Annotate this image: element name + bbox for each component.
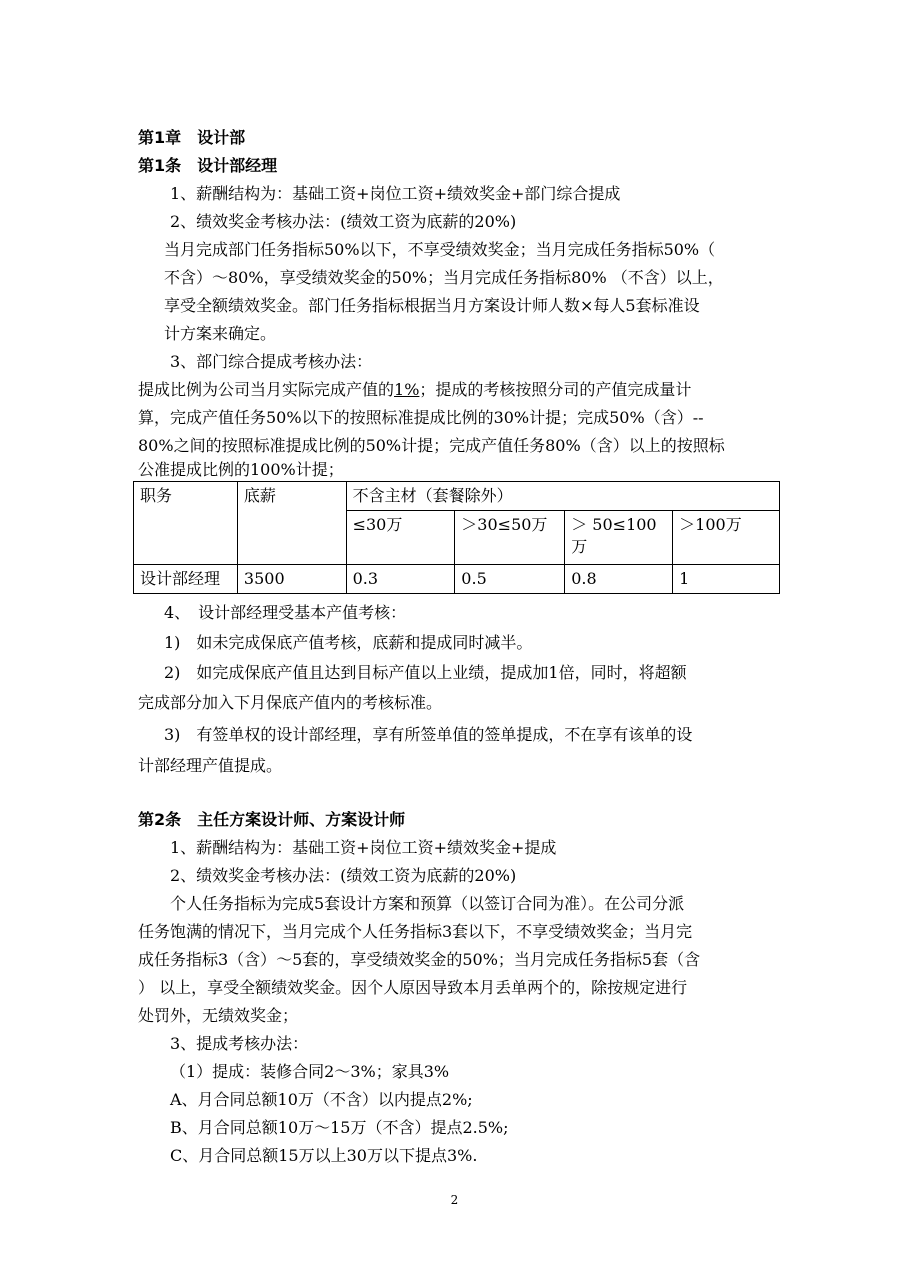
article1-commission-line: 80%之间的按照标准提成比例的50%计提；完成产值任务80%（含）以上的按照标 bbox=[138, 436, 725, 455]
commission-line1-post: ；提成的考核按照分司的产值完成量计 bbox=[419, 380, 692, 399]
article1-sub3-line: 计部经理产值提成。 bbox=[138, 756, 283, 775]
article1-salary-structure: 1、薪酬结构为：基础工资+岗位工资+绩效奖金+部门综合提成 bbox=[170, 184, 621, 203]
article1-bonus-line: 计方案来确定。 bbox=[164, 324, 277, 343]
article2-title: 第2条 主任方案设计师、方案设计师 bbox=[138, 810, 406, 829]
article1-bonus-line: 不含）～80%，享受绩效奖金的50%；当月完成任务指标80% （不含）以上， bbox=[164, 268, 724, 287]
article2-salary-structure: 1、薪酬结构为：基础工资+岗位工资+绩效奖金+提成 bbox=[170, 838, 557, 857]
page-number: 2 bbox=[450, 1193, 459, 1207]
table-row-value: 0.8 bbox=[565, 565, 673, 594]
commission-line1-pre: 提成比例为公司当月实际完成产值的 bbox=[138, 380, 395, 399]
tier-text: ＞ 50≤100 bbox=[571, 515, 657, 534]
article1-commission-line: 公准提成比例的100%计提； bbox=[138, 460, 344, 479]
article1-bonus-line: 当月完成部门任务指标50%以下，不享受绩效奖金；当月完成任务指标50%（ bbox=[164, 240, 716, 259]
article2-commission-item: C、月合同总额15万以上30万以下提点3%. bbox=[170, 1146, 478, 1165]
table-header-base: 底薪 bbox=[237, 482, 346, 565]
article2-commission-item: （1）提成：装修合同2～3%；家具3% bbox=[170, 1062, 450, 1081]
commission-rate: 1% bbox=[394, 380, 420, 399]
table-row-base: 3500 bbox=[237, 565, 346, 594]
article2-bonus-line: 成任务指标3（含）～5套的，享受绩效奖金的50%；当月完成任务指标5套（含 bbox=[138, 950, 701, 969]
table-tier bbox=[565, 511, 673, 565]
article2-bonus-method: 2、绩效奖金考核办法：(绩效工资为底薪的20%) bbox=[170, 866, 517, 885]
table-row-value: 1 bbox=[673, 565, 780, 594]
article2-commission-item: B、月合同总额10万～15万（不含）提点2.5%; bbox=[170, 1118, 509, 1137]
article1-commission-line: 算，完成产值任务50%以下的按照标准提成比例的30%计提；完成50%（含）-- bbox=[138, 408, 704, 427]
article1-sub2-line: 2) 如完成保底产值且达到目标产值以上业绩，提成加1倍，同时，将超额 bbox=[164, 663, 687, 682]
tier-wrap: 万 bbox=[571, 537, 588, 556]
table-tier: ≤30万 bbox=[346, 511, 455, 565]
article1-bonus-method: 2、绩效奖金考核办法：(绩效工资为底薪的20%) bbox=[170, 212, 517, 231]
chapter-title: 第1章 设计部 bbox=[138, 128, 246, 147]
article1-item4: 4、 设计部经理受基本产值考核： bbox=[164, 603, 407, 622]
table-tier: ＞30≤50万 bbox=[455, 511, 565, 565]
article2-bonus-line: ） 以上，享受全额绩效奖金。因个人原因导致本月丢单两个的，除按规定进行 bbox=[138, 978, 688, 997]
article1-sub1: 1) 如未完成保底产值考核，底薪和提成同时减半。 bbox=[164, 633, 533, 652]
article2-bonus-line: 个人任务指标为完成5套设计方案和预算（以签订合同为准）。在公司分派 bbox=[170, 894, 685, 913]
article1-sub2-line: 完成部分加入下月保底产值内的考核标准。 bbox=[138, 693, 443, 712]
table-row-position: 设计部经理 bbox=[134, 565, 238, 594]
article2-commission-method: 3、提成考核办法： bbox=[170, 1034, 309, 1053]
article2-commission-item: A、月合同总额10万（不含）以内提点2%; bbox=[170, 1090, 473, 1109]
table-row-value: 0.3 bbox=[346, 565, 455, 594]
article2-bonus-line: 任务饱满的情况下，当月完成个人任务指标3套以下，不享受绩效奖金；当月完 bbox=[138, 922, 693, 941]
article1-bonus-line: 享受全额绩效奖金。部门任务指标根据当月方案设计师人数×每人5套标准设 bbox=[164, 296, 700, 315]
article1-commission-line bbox=[138, 379, 691, 401]
table-tier: ＞100万 bbox=[673, 511, 780, 565]
table-header-position: 职务 bbox=[134, 482, 238, 565]
salary-table bbox=[133, 481, 780, 594]
table-row-value: 0.5 bbox=[455, 565, 565, 594]
article1-commission-method: 3、部门综合提成考核办法： bbox=[170, 352, 373, 371]
article1-sub3-line: 3) 有签单权的设计部经理，享有所签单值的签单提成，不在享有该单的设 bbox=[164, 725, 693, 744]
article1-title: 第1条 设计部经理 bbox=[138, 156, 278, 175]
table-header-group: 不含主材（套餐除外） bbox=[346, 482, 779, 511]
article2-bonus-line: 处罚外，无绩效奖金； bbox=[138, 1006, 299, 1025]
